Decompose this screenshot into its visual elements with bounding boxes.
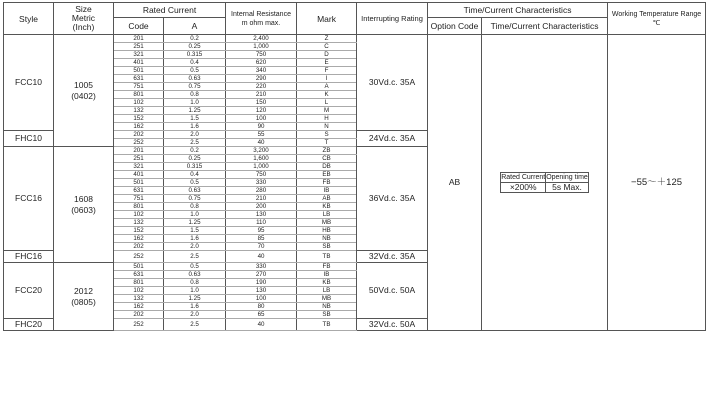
code-cell: 132 [114,219,164,227]
mark-cell: AB [297,195,357,203]
code-cell: 631 [114,75,164,83]
a-header: A [164,18,226,35]
mark-cell: IB [297,187,357,195]
mark-cell: NB [297,303,357,311]
resistance-cell: 40 [226,139,297,147]
resistance-cell: 330 [226,179,297,187]
code-cell: 631 [114,271,164,279]
code-cell: 202 [114,243,164,251]
resistance-cell: 330 [226,263,297,271]
a-cell: 2.0 [164,243,226,251]
code-cell: 321 [114,51,164,59]
resistance-cell: 150 [226,99,297,107]
resistance-cell: 340 [226,67,297,75]
size-metric: 1005 [74,79,93,90]
code-cell: 202 [114,131,164,139]
a-cell: 2.0 [164,131,226,139]
size-inch: (0805) [71,296,96,307]
code-cell: 801 [114,279,164,287]
a-cell: 0.5 [164,179,226,187]
a-cell: 2.5 [164,319,226,331]
resistance-cell: 280 [226,187,297,195]
mark-cell: F [297,67,357,75]
mark-cell: C [297,43,357,51]
size-inch: (0603) [71,204,96,215]
code-cell: 251 [114,43,164,51]
code-cell: 162 [114,235,164,243]
a-cell: 0.8 [164,279,226,287]
code-header: Code [114,18,164,35]
option-code-header: Option Code [428,18,482,35]
internal-resistance-line2: m ohm max. [241,19,281,27]
mark-cell: D [297,51,357,59]
resistance-cell: 85 [226,235,297,243]
a-cell: 0.315 [164,51,226,59]
mark-cell: TB [297,319,357,331]
rated-current-label: Rated Current [501,174,546,181]
code-cell: 252 [114,251,164,263]
a-cell: 1.25 [164,107,226,115]
resistance-cell: 1,600 [226,155,297,163]
code-cell: 501 [114,263,164,271]
code-cell: 201 [114,147,164,155]
mark-cell: Z [297,35,357,43]
mark-cell: K [297,91,357,99]
mark-cell: KB [297,203,357,211]
size-cell [54,263,114,331]
code-cell: 132 [114,295,164,303]
a-cell: 0.5 [164,67,226,75]
code-cell: 251 [114,155,164,163]
resistance-cell: 1,000 [226,43,297,51]
mark-cell: IB [297,271,357,279]
a-cell: 0.315 [164,163,226,171]
rated-current-value: ×200% [501,183,546,193]
resistance-cell: 190 [226,279,297,287]
resistance-cell: 200 [226,203,297,211]
a-cell: 2.5 [164,139,226,147]
code-cell: 162 [114,303,164,311]
style-cell: FCC20 [4,263,54,319]
style-cell: FCC16 [4,147,54,251]
code-cell: 201 [114,35,164,43]
code-cell: 132 [114,107,164,115]
resistance-cell: 120 [226,107,297,115]
style-cell: FHC10 [4,131,54,147]
code-cell: 751 [114,195,164,203]
resistance-cell: 40 [226,251,297,263]
resistance-cell: 290 [226,75,297,83]
mark-cell: MB [297,295,357,303]
resistance-cell: 110 [226,219,297,227]
mark-cell: E [297,59,357,67]
code-cell: 152 [114,227,164,235]
time-current-header: Time/Current Characteristics [428,3,608,18]
mark-cell: T [297,139,357,147]
time-current-sub-header: Time/Current Characteristics [482,18,608,35]
size-header-line1: Size [75,4,92,14]
interrupting-rating-cell: 32Vd.c. 50A [357,319,428,331]
working-temperature-header [608,3,706,35]
a-cell: 1.5 [164,227,226,235]
mark-cell: FB [297,263,357,271]
interrupting-rating-cell: 30Vd.c. 35A [357,35,428,131]
style-header: Style [4,3,54,35]
mark-cell: DB [297,163,357,171]
style-cell: FHC16 [4,251,54,263]
resistance-cell: 40 [226,319,297,331]
size-metric: 2012 [74,285,93,296]
code-cell: 102 [114,287,164,295]
header-row-1 [4,3,706,18]
a-cell: 0.8 [164,203,226,211]
resistance-cell: 65 [226,311,297,319]
mark-cell: TB [297,251,357,263]
size-cell [54,35,114,147]
internal-resistance-header [226,3,297,35]
resistance-cell: 2,400 [226,35,297,43]
a-cell: 0.4 [164,171,226,179]
code-cell: 801 [114,203,164,211]
a-cell: 0.75 [164,195,226,203]
resistance-cell: 750 [226,171,297,179]
code-cell: 751 [114,83,164,91]
a-cell: 0.63 [164,271,226,279]
mark-cell: EB [297,171,357,179]
mark-cell: NB [297,235,357,243]
interrupting-rating-cell: 36Vd.c. 35A [357,147,428,251]
size-metric: 1608 [74,193,93,204]
internal-resistance-line1: Internal Resistance [231,10,291,18]
interrupting-rating-header: Interrupting Rating [357,3,428,35]
working-temperature-line2: ℃ [652,19,661,27]
a-cell: 2.0 [164,311,226,319]
resistance-cell: 80 [226,303,297,311]
a-cell: 1.6 [164,303,226,311]
mark-cell: A [297,83,357,91]
resistance-cell: 210 [226,91,297,99]
code-cell: 102 [114,99,164,107]
a-cell: 0.25 [164,43,226,51]
resistance-cell: 130 [226,287,297,295]
code-cell: 401 [114,171,164,179]
interrupting-rating-cell: 32Vd.c. 35A [357,251,428,263]
opening-time-value: 5s Max. [546,183,589,193]
mark-cell: LB [297,287,357,295]
size-header [54,3,114,35]
opening-time-label: Opening time [546,174,588,181]
a-cell: 0.2 [164,147,226,155]
resistance-cell: 270 [226,271,297,279]
a-cell: 1.5 [164,115,226,123]
characteristics-mini-table [500,172,589,193]
resistance-cell: 95 [226,227,297,235]
a-cell: 2.5 [164,251,226,263]
mark-cell: N [297,123,357,131]
a-cell: 0.4 [164,59,226,67]
resistance-cell: 70 [226,243,297,251]
resistance-cell: 90 [226,123,297,131]
a-cell: 1.0 [164,211,226,219]
a-cell: 1.0 [164,287,226,295]
a-cell: 0.8 [164,91,226,99]
rated-current-header: Rated Current [114,3,226,18]
code-cell: 631 [114,187,164,195]
code-cell: 102 [114,211,164,219]
resistance-cell: 3,200 [226,147,297,155]
resistance-cell: 55 [226,131,297,139]
fuse-spec-table [3,2,706,331]
code-cell: 162 [114,123,164,131]
mark-cell: M [297,107,357,115]
a-cell: 1.6 [164,235,226,243]
code-cell: 252 [114,139,164,147]
working-temperature-cell: −55〜＋125 [608,35,706,331]
interrupting-rating-cell: 24Vd.c. 35A [357,131,428,147]
mark-header: Mark [297,3,357,35]
spec-table-container [3,2,706,331]
mark-cell: L [297,99,357,107]
interrupting-rating-cell: 50Vd.c. 50A [357,263,428,319]
mark-cell: H [297,115,357,123]
code-cell: 401 [114,59,164,67]
mark-cell: SB [297,311,357,319]
mark-cell: FB [297,179,357,187]
style-cell: FHC20 [4,319,54,331]
a-cell: 0.2 [164,35,226,43]
table-row [4,35,706,43]
mark-cell: LB [297,211,357,219]
mark-cell: HB [297,227,357,235]
a-cell: 1.0 [164,99,226,107]
spec-table-body [4,35,706,331]
resistance-cell: 750 [226,51,297,59]
characteristics-cell [482,35,608,331]
mark-cell: CB [297,155,357,163]
resistance-cell: 220 [226,83,297,91]
a-cell: 1.6 [164,123,226,131]
code-cell: 202 [114,311,164,319]
mark-cell: MB [297,219,357,227]
mark-cell: I [297,75,357,83]
mark-cell: SB [297,243,357,251]
resistance-cell: 620 [226,59,297,67]
size-header-line2: Metric [71,13,96,23]
a-cell: 0.75 [164,83,226,91]
resistance-cell: 100 [226,115,297,123]
code-cell: 321 [114,163,164,171]
resistance-cell: 1,000 [226,163,297,171]
a-cell: 1.25 [164,295,226,303]
code-cell: 501 [114,67,164,75]
working-temperature-line1: Working Temperature Range [611,10,702,18]
a-cell: 1.25 [164,219,226,227]
option-code-cell: AB [428,35,482,331]
a-cell: 0.5 [164,263,226,271]
resistance-cell: 130 [226,211,297,219]
code-cell: 152 [114,115,164,123]
size-inch: (0402) [71,90,96,101]
mark-cell: ZB [297,147,357,155]
code-cell: 501 [114,179,164,187]
style-cell: FCC10 [4,35,54,131]
a-cell: 0.25 [164,155,226,163]
mark-cell: S [297,131,357,139]
resistance-cell: 100 [226,295,297,303]
mark-cell: KB [297,279,357,287]
a-cell: 0.63 [164,75,226,83]
code-cell: 252 [114,319,164,331]
size-header-line3: (Inch) [72,22,95,32]
code-cell: 801 [114,91,164,99]
a-cell: 0.63 [164,187,226,195]
resistance-cell: 210 [226,195,297,203]
size-cell [54,147,114,263]
